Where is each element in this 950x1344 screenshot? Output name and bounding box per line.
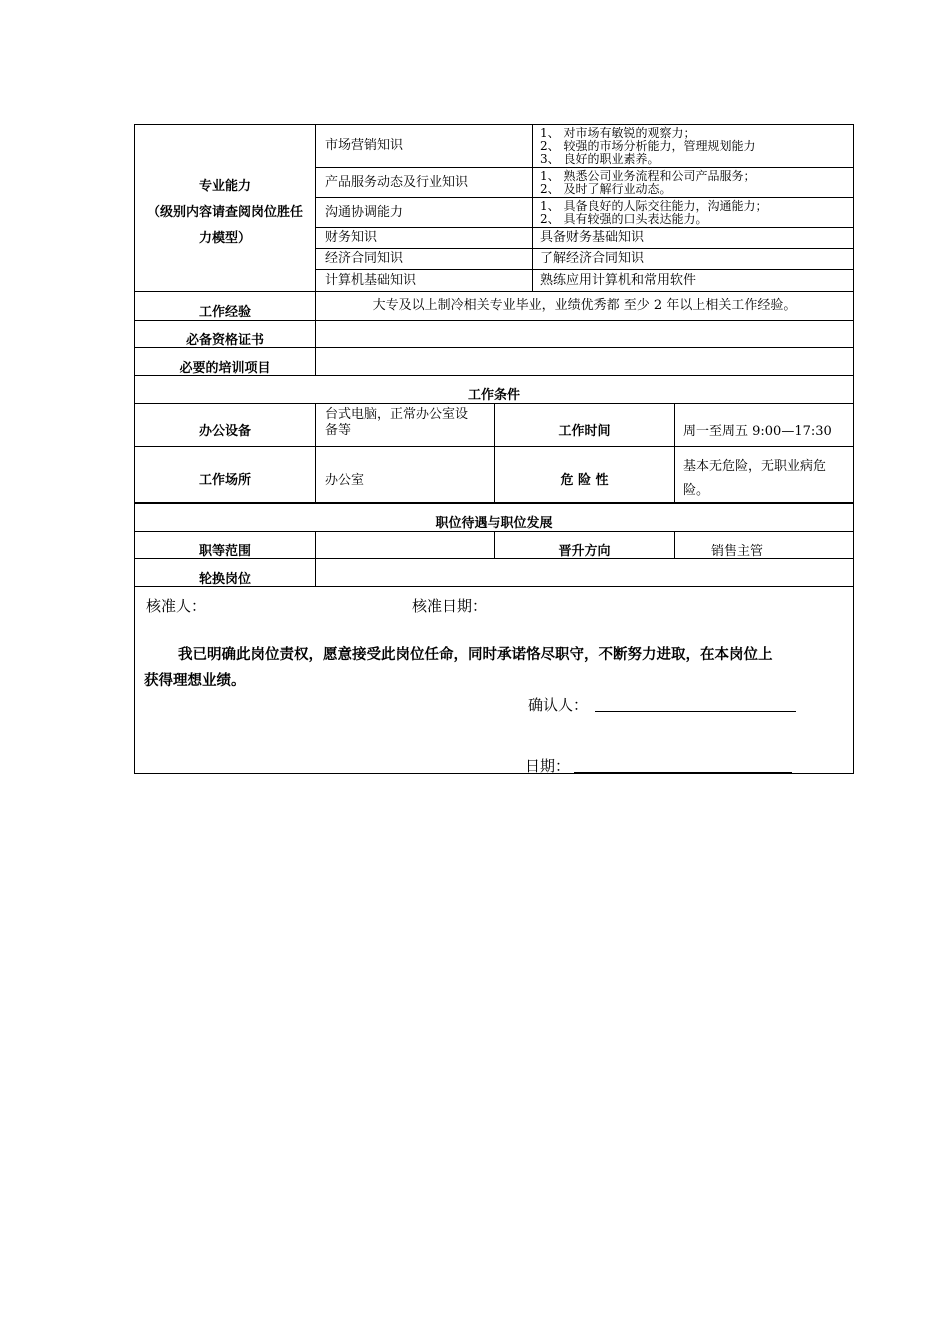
row-line <box>315 197 853 198</box>
equipment-value <box>325 408 468 438</box>
rotation-label: 轮换岗位 <box>198 572 251 587</box>
confirm-date-line[interactable] <box>574 772 792 773</box>
skill-name: 计算机基础知识 <box>325 273 417 288</box>
col-line <box>674 531 675 559</box>
experience-label: 工作经验 <box>198 305 251 320</box>
promotion-label: 晋升方向 <box>558 544 611 559</box>
development-header: 职位待遇与职位发展 <box>435 516 553 531</box>
grade-label: 职等范围 <box>198 544 251 559</box>
skill-name: 财务知识 <box>325 230 378 245</box>
skill-name: 经济合同知识 <box>325 251 404 266</box>
row-line <box>315 269 853 270</box>
workplace-value: 办公室 <box>325 473 365 488</box>
danger-value-line2: 险。 <box>683 483 710 498</box>
requirement-line: 2、 较强的市场分析能力，管理规划能力 <box>540 139 756 153</box>
conditions-header: 工作条件 <box>467 388 520 403</box>
col-line <box>532 124 533 292</box>
requirement-line: 具备财务基础知识 <box>540 230 645 245</box>
work-time-label: 工作时间 <box>558 424 611 439</box>
work-time-value: 周一至周五 9:00—17:30 <box>683 424 832 439</box>
danger-value-line1: 基本无危险，无职业病危 <box>683 459 827 474</box>
skill-name: 市场营销知识 <box>325 138 404 153</box>
confirmer-signature-line[interactable] <box>595 711 796 712</box>
col-line <box>315 403 316 503</box>
table-border-top <box>134 124 854 125</box>
declaration-line1: 我已明确此岗位责权，愿意接受此岗位任命，同时承诺恪尽职守，不断努力进取，在本岗位上 <box>178 647 773 663</box>
requirement-line: 2、 及时了解行业动态。 <box>540 182 672 196</box>
training-label: 必要的培训项目 <box>179 361 271 376</box>
requirement-line: 熟练应用计算机和常用软件 <box>540 273 697 288</box>
requirement-line: 1、 具备良好的人际交往能力，沟通能力； <box>540 199 768 213</box>
col-line <box>494 403 495 503</box>
approval-date-label: 核准日期： <box>412 597 488 615</box>
row-line <box>134 320 854 321</box>
competency-label-line2: （级别内容请查阅岗位胜任 <box>146 205 303 220</box>
confirmer-label: 确认人： <box>528 696 589 714</box>
danger-label: 危 险 性 <box>560 473 609 488</box>
row-line <box>315 227 853 228</box>
col-line <box>315 124 316 376</box>
skill-name: 沟通协调能力 <box>325 205 404 220</box>
competency-label-line3: 力模型） <box>198 231 251 246</box>
approver-label: 核准人： <box>146 597 207 615</box>
requirement-line: 3、 良好的职业素养。 <box>540 152 660 166</box>
declaration-line2: 获得理想业绩。 <box>144 673 246 689</box>
row-line <box>315 248 853 249</box>
promotion-value: 销售主管 <box>711 544 764 559</box>
requirement-line: 了解经济合同知识 <box>540 251 645 266</box>
equipment-label: 办公设备 <box>198 424 251 439</box>
workplace-label: 工作场所 <box>198 473 251 488</box>
certificate-label: 必备资格证书 <box>185 333 264 348</box>
requirement-line: 1、 对市场有敏锐的观察力； <box>540 126 696 140</box>
row-line <box>315 167 853 168</box>
experience-value: 大专及以上制冷相关专业毕业，业绩优秀都 至少 2 年以上相关工作经验。 <box>372 298 797 313</box>
table-border-right <box>853 124 854 774</box>
row-line <box>134 291 854 292</box>
equipment-value-line2: 备等 <box>325 423 352 438</box>
competency-label <box>135 180 315 246</box>
col-line <box>315 531 316 587</box>
skill-name: 产品服务动态及行业知识 <box>325 175 469 190</box>
col-line <box>674 403 675 503</box>
confirm-date-label: 日期： <box>525 757 571 775</box>
competency-label-line1: 专业能力 <box>198 179 251 194</box>
table-border-bottom <box>134 773 854 774</box>
requirement-line: 2、 具有较强的口头表达能力。 <box>540 212 708 226</box>
danger-value <box>683 460 826 498</box>
requirement-line: 1、 熟悉公司业务流程和公司产品服务； <box>540 169 756 183</box>
equipment-value-line1: 台式电脑，正常办公室设 <box>325 407 469 422</box>
